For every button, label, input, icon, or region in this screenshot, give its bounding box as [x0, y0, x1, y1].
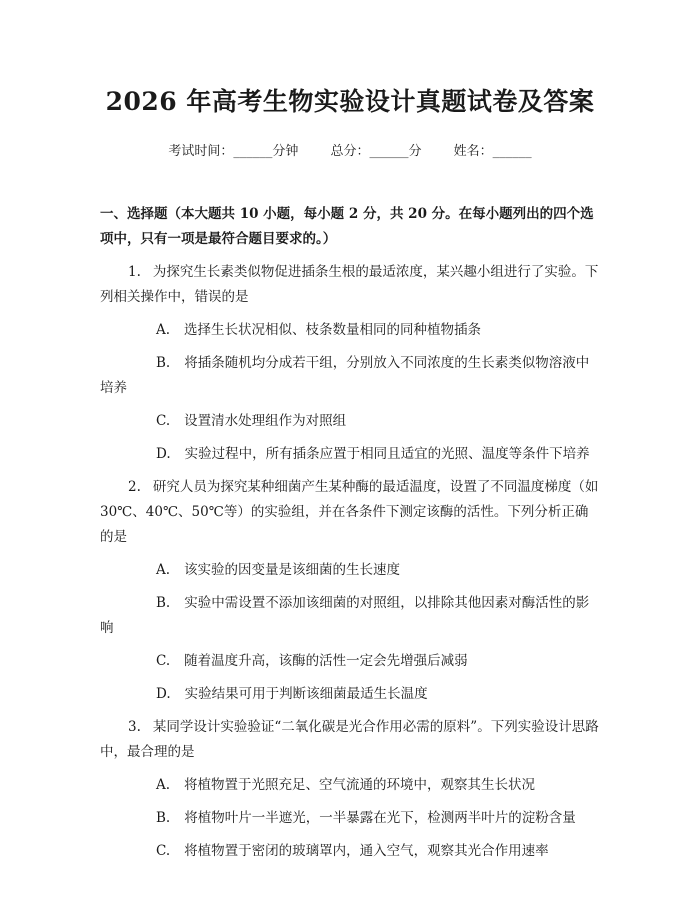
option-text: 将植物置于密闭的玻璃罩内，通入空气，观察其光合作用速率	[184, 843, 549, 859]
question-2-option-d	[100, 682, 600, 707]
option-letter: A.	[156, 322, 171, 338]
question-stem: 研究人员为探究某种细菌产生某种酶的最适温度，设置了不同温度梯度（如 30℃、40℃、50℃等）的实验组，并在各条件下测定该酶的活性。下列分析正确的是	[100, 479, 599, 545]
option-letter: B.	[156, 810, 171, 826]
question-number: 1.	[128, 264, 141, 280]
question-1-option-b	[100, 351, 600, 401]
question-2-option-c	[100, 649, 600, 674]
option-text: 该实验的因变量是该细菌的生长速度	[184, 562, 401, 578]
question-2-option-b	[100, 591, 600, 641]
option-text: 实验结果可用于判断该细菌最适生长温度	[184, 686, 428, 702]
option-text: 随着温度升高，该酶的活性一定会先增强后减弱	[184, 653, 468, 669]
question-stem: 为探究生长素类似物促进插条生根的最适浓度，某兴趣小组进行了实验。下列相关操作中，错误的是	[100, 264, 599, 305]
option-text: 将植物置于光照充足、空气流通的环境中，观察其生长状况	[184, 777, 536, 793]
question-3-option-c	[100, 839, 600, 864]
exam-meta	[100, 142, 600, 162]
section-heading: 一、选择题（本大题共 10 小题，每小题 2 分，共 20 分。在每小题列出的四个选项中，只有一项是最符合题目要求的。）	[100, 206, 594, 247]
option-letter: D.	[156, 686, 171, 702]
question-3	[100, 715, 600, 765]
question-number: 3.	[128, 719, 141, 735]
option-text: 实验过程中，所有插条应置于相同且适宜的光照、温度等条件下培养	[184, 446, 590, 462]
question-1	[100, 260, 600, 310]
exam-time: 考试时间：______分钟	[168, 144, 299, 159]
question-1-option-a	[100, 318, 600, 343]
option-letter: C.	[156, 843, 171, 859]
student-name: 姓名：______	[453, 144, 532, 159]
question-stem: 某同学设计实验验证“二氧化碳是光合作用必需的原料”。下列实验设计思路中，最合理的是	[100, 719, 599, 760]
option-text: 将植物叶片一半遮光，一半暴露在光下，检测两半叶片的淀粉含量	[184, 810, 576, 826]
option-letter: D.	[156, 446, 171, 462]
question-3-option-b	[100, 806, 600, 831]
page-title: 2026 年高考生物实验设计真题试卷及答案	[105, 87, 595, 116]
question-1-option-d	[100, 442, 600, 467]
option-letter: A.	[156, 777, 171, 793]
option-text: 选择生长状况相似、枝条数量相同的同种植物插条	[184, 322, 482, 338]
option-text: 将插条随机均分成若干组，分别放入不同浓度的生长素类似物溶液中培养	[100, 355, 590, 396]
question-1-option-c	[100, 409, 600, 434]
option-letter: C.	[156, 413, 171, 429]
question-2	[100, 475, 600, 550]
option-letter: A.	[156, 562, 171, 578]
option-letter: B.	[156, 355, 171, 371]
question-2-option-a	[100, 558, 600, 583]
option-text: 设置清水处理组作为对照组	[184, 413, 347, 429]
exam-total-score: 总分：______分	[330, 144, 422, 159]
option-letter: C.	[156, 653, 171, 669]
option-text: 实验中需设置不添加该细菌的对照组，以排除其他因素对酶活性的影响	[100, 595, 590, 636]
question-3-option-a	[100, 773, 600, 798]
question-number: 2.	[128, 479, 141, 495]
option-letter: B.	[156, 595, 171, 611]
